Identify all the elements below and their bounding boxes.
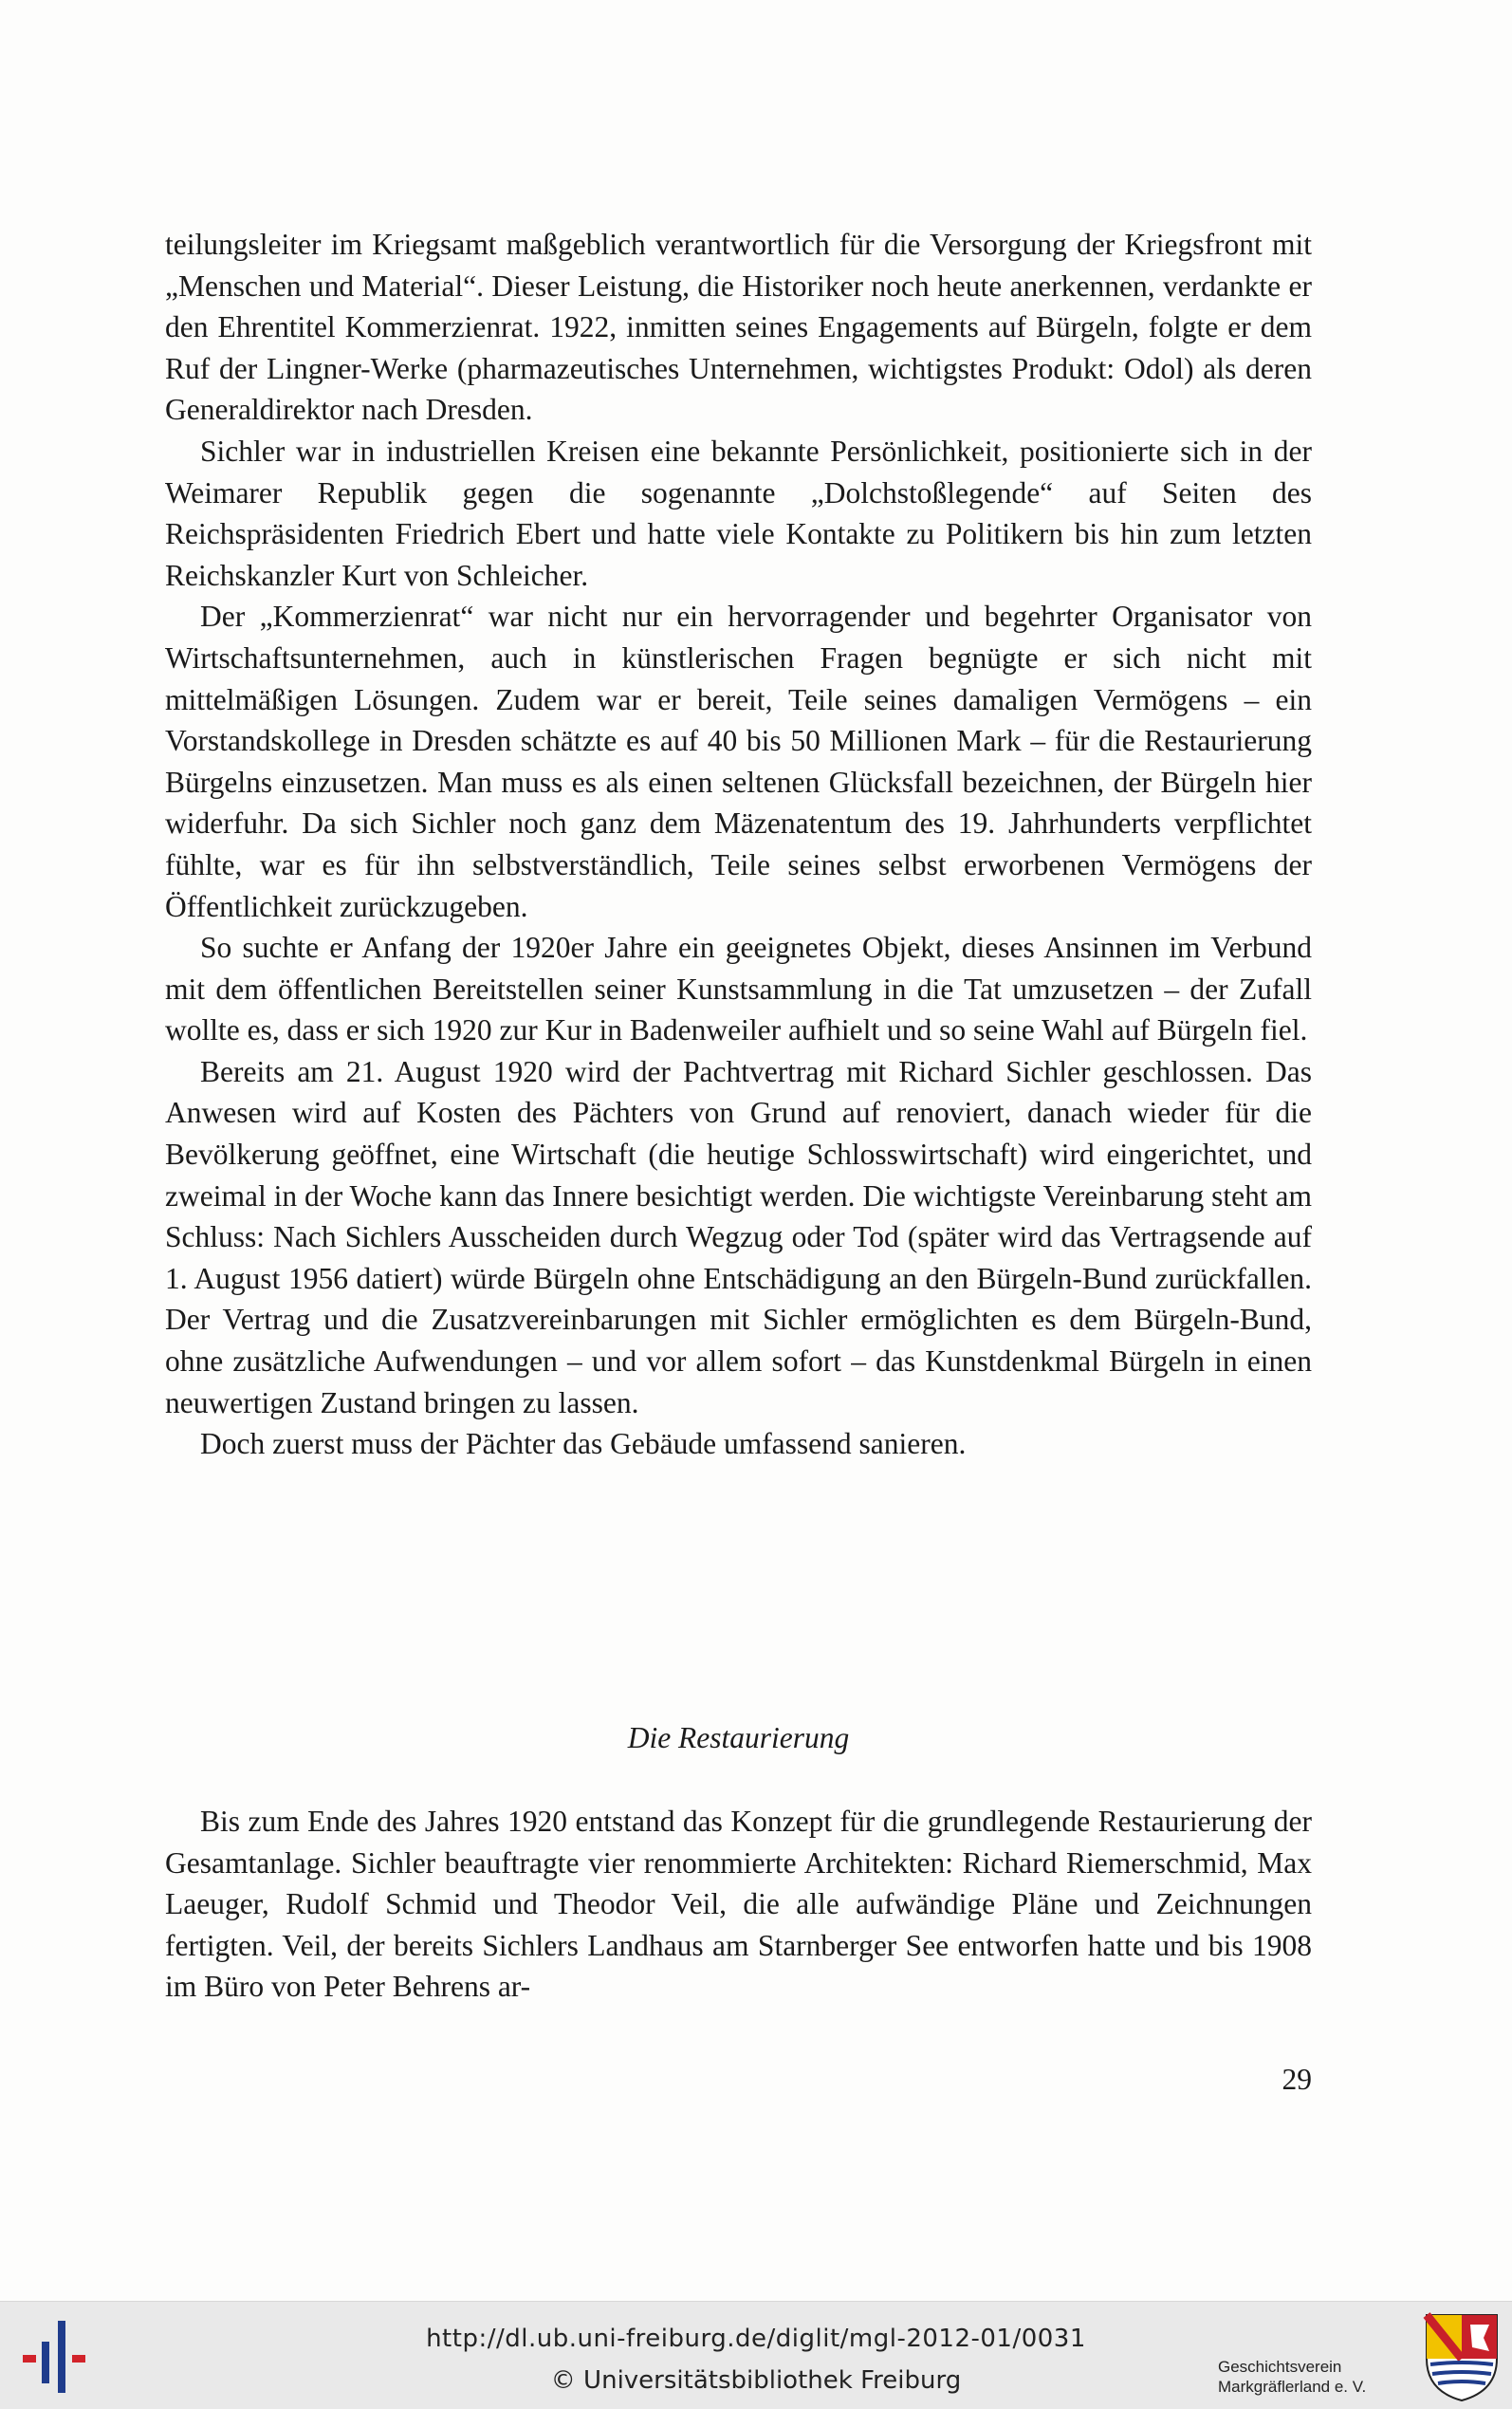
footer-bar	[0, 2301, 1512, 2409]
page-number: 29	[1282, 2063, 1312, 2096]
copyright-text: © Universitätsbibliothek Freiburg	[550, 2366, 962, 2395]
body-text	[165, 224, 1312, 1465]
society-name	[1218, 2357, 1417, 2397]
paragraph: Bis zum Ende des Jahres 1920 entstand das Konzept für die grundlegende Restaurierung der Gesamtanlage. Sichler beauftragte vier renommierte Architekten: Richard Riemerschmid, Max Laeuger, Rudolf Schmid und Theodor Veil, die alle aufwändige Pläne und Zeichnungen fertigten. Veil, der bereits Sichlers Landhaus am Starnberger See entworfen hatte und bis 1908 im Büro von Peter Behrens ar-	[165, 1805, 1312, 2004]
section-body-text	[165, 1801, 1312, 2008]
society-line-2: Markgräflerland e. V.	[1218, 2378, 1367, 2396]
paragraph: Doch zuerst muss der Pächter das Gebäude umfassend sanieren.	[200, 1427, 967, 1461]
society-line-1: Geschichtsverein	[1218, 2358, 1342, 2376]
paragraph: teilungsleiter im Kriegsamt maßgeblich verantwortlich für die Versorgung der Kriegsfront mit „Menschen und Material“. Dieser Leistung, die Historiker noch heute anerkennen, verdankte er den Ehrentitel Kommerzienrat. 1922, inmitten seines Engagements auf Bürgeln, folgte er dem Ruf der Lingner-Werke (pharmazeutisches Unternehmen, wichtigstes Produkt: Odol) als deren Generaldirektor nach Dresden.	[165, 228, 1312, 427]
paragraph: Der „Kommerzienrat“ war nicht nur ein hervorragender und begehrter Organisator von Wirtschaftsunternehmen, auch in künstlerischen Fragen begnügte er sich nicht mit mittelmäßigen Lösungen. Zudem war er bereit, Teile seines damaligen Vermögens – ein Vorstandskollege in Dresden schätzte es auf 40 bis 50 Millionen Mark – für die Restaurierung Bürgelns einzusetzen. Man muss es als einen seltenen Glücksfall bezeichnen, der Bürgeln hier widerfuhr. Da sich Sichler noch ganz dem Mäzenatentum des 19. Jahrhunderts verpflichtet fühlte, war es für ihn selbstverständlich, Teile seines selbst erworbenen Vermögens der Öffentlichkeit zurückzugeben.	[165, 600, 1312, 923]
paragraph: Sichler war in industriellen Kreisen eine bekannte Persönlichkeit, positionierte sich in der Weimarer Republik gegen die sogenannte „Dolchstoßlegende“ auf Seiten des Reichspräsidenten Friedrich Ebert und hatte viele Kontakte zu Politikern bis hin zum letzten Reichskanzler Kurt von Schleicher.	[165, 434, 1312, 592]
source-url-link[interactable]: http://dl.ub.uni-freiburg.de/diglit/mgl-2012-01/0031	[426, 2325, 1086, 2353]
paragraph: Bereits am 21. August 1920 wird der Pachtvertrag mit Richard Sichler geschlossen. Das Anwesen wird auf Kosten des Pächters von Grund auf renoviert, danach wieder für die Bevölkerung geöffnet, eine Wirtschaft (die heutige Schlosswirtschaft) wird eingerichtet, und zweimal in der Woche kann das Innere besichtigt werden. Die wichtigste Vereinbarung steht am Schluss: Nach Sichlers Ausscheiden durch Wegzug oder Tod (später wird das Vertragsende auf 1. August 1956 datiert) würde Bürgeln ohne Entschädigung an den Bürgeln-Bund zurückfallen. Der Vertrag und die Zusatzvereinbarungen mit Sichler ermöglichten es dem Bürgeln-Bund, ohne zusätzliche Aufwendungen – und vor allem sofort – das Kunstdenkmal Bürgeln in einen neuwertigen Zustand bringen zu lassen.	[165, 1054, 1312, 1419]
coat-of-arms-icon	[1423, 2309, 1501, 2404]
section-heading: Die Restaurierung	[627, 1721, 850, 1754]
paragraph: So suchte er Anfang der 1920er Jahre ein geeignetes Objekt, dieses Ansinnen im Verbund mit dem öffentlichen Bereitstellen seiner Kunstsammlung in die Tat umzusetzen – der Zufall wollte es, dass er sich 1920 zur Kur in Badenweiler aufhielt und so seine Wahl auf Bürgeln fiel.	[165, 931, 1312, 1047]
